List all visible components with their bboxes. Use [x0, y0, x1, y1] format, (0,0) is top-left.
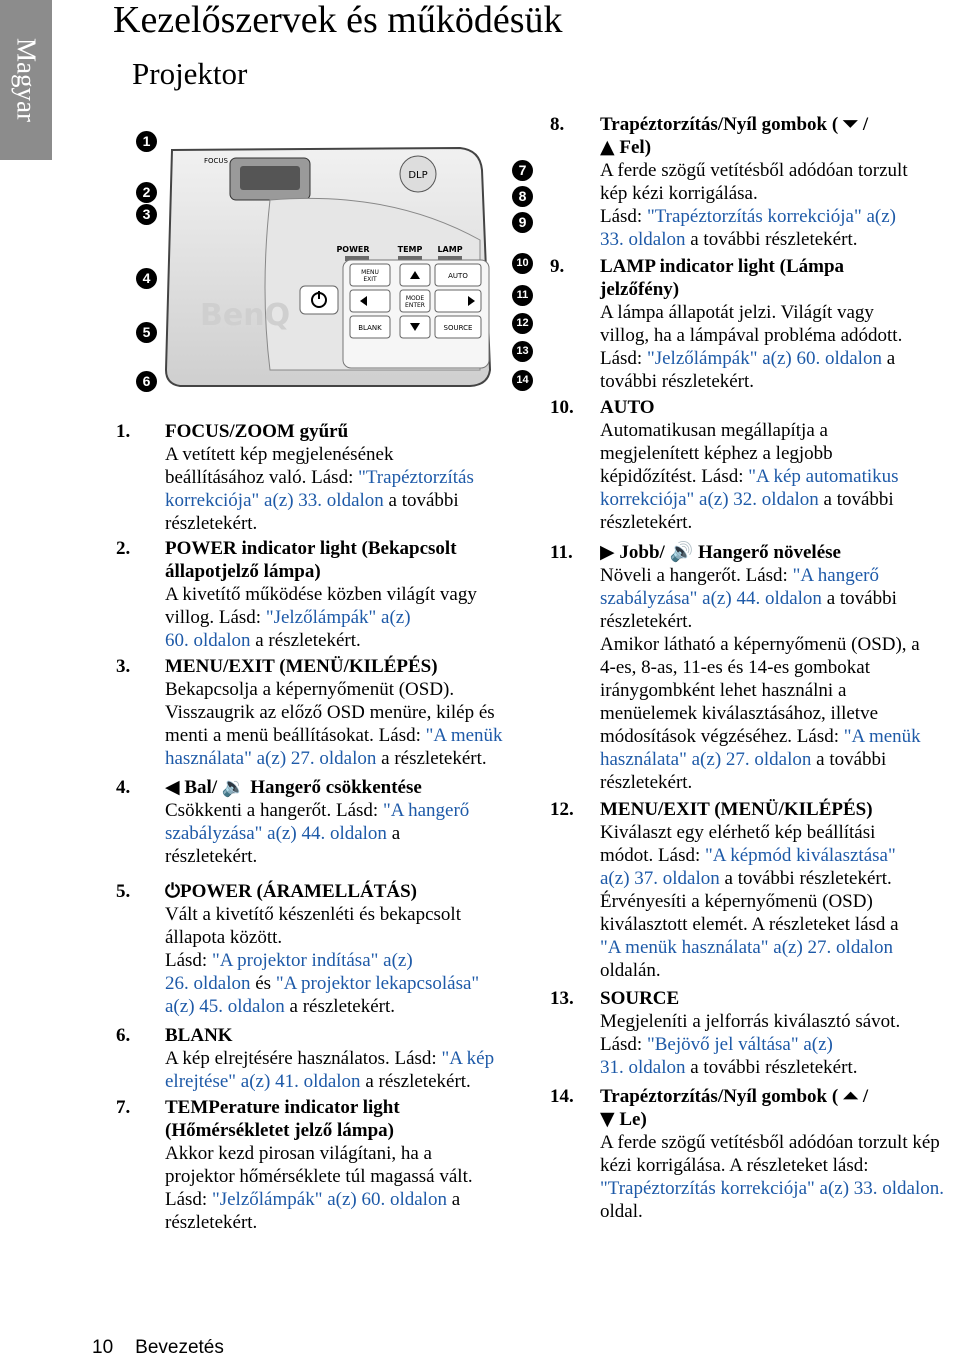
- body-text: kiválasztott elemét. A részleteket lásd a: [600, 914, 899, 935]
- item-number: 9.: [550, 256, 565, 277]
- item-heading: FOCUS/ZOOM gyűrű: [165, 421, 349, 442]
- body-text: Lásd:: [600, 206, 647, 227]
- text-line: [600, 587, 921, 610]
- cross-reference-link[interactable]: 33. oldalon: [600, 229, 686, 250]
- body-text: a: [446, 1189, 461, 1210]
- body-text: Növeli a hangerőt. Lásd:: [600, 565, 793, 586]
- text-line: [600, 771, 921, 794]
- text-line: [165, 701, 503, 724]
- text-line: [600, 867, 899, 890]
- text-line: [600, 347, 902, 370]
- body-text: Automatikusan megállapítja a: [600, 420, 828, 441]
- text-line: [600, 748, 921, 771]
- item-heading: Jobb/: [614, 542, 670, 563]
- item-body: [165, 776, 469, 868]
- text-line: [165, 1047, 494, 1070]
- item-number: 4.: [116, 777, 131, 798]
- text-line: [600, 656, 921, 679]
- body-text: a további részletekért.: [685, 1057, 858, 1078]
- callout-7: 7: [512, 160, 533, 181]
- body-text: iránygombként lehet használni a: [600, 680, 847, 701]
- callout-8: 8: [512, 186, 533, 207]
- body-text: menti a menü beállításokat. Lásd:: [165, 725, 426, 746]
- body-text: megjelenített képhez a legjobb: [600, 443, 833, 464]
- text-line: [165, 1165, 473, 1188]
- text-line: [165, 1211, 473, 1234]
- item-heading: (Hőmérsékletet jelző lámpa): [165, 1120, 394, 1141]
- text-line: [165, 1096, 473, 1119]
- body-text: a további részletekért.: [719, 868, 892, 889]
- body-text: kép kézi korrigálása.: [600, 183, 758, 204]
- text-line: [600, 370, 902, 393]
- text-line: [600, 610, 921, 633]
- body-text: a részletekért.: [284, 996, 395, 1017]
- item-number: 2.: [116, 538, 131, 559]
- item-heading: Bal/: [179, 777, 222, 798]
- body-text: 4-es, 8-as, 11-es és 14-es gombokat: [600, 657, 870, 678]
- cross-reference-link[interactable]: korrekciója" a(z) 32. oldalon: [600, 489, 819, 510]
- text-line: [600, 278, 902, 301]
- text-line: [600, 987, 900, 1010]
- text-line: [600, 936, 899, 959]
- text-line: [600, 136, 908, 159]
- cross-reference-link[interactable]: használata" a(z) 27. oldalon: [165, 748, 377, 769]
- cross-reference-link[interactable]: "Jelzőlámpák" a(z) 60. oldalon: [211, 1189, 447, 1210]
- text-line: [600, 541, 921, 564]
- text-line: [600, 633, 921, 656]
- lamp-led-label: LAMP: [437, 245, 463, 254]
- text-line: [600, 301, 902, 324]
- cross-reference-link[interactable]: "A kép automatikus: [748, 466, 899, 487]
- symbol-icon: ▶: [600, 541, 615, 563]
- text-line: [165, 799, 469, 822]
- item-number: 11.: [550, 542, 573, 563]
- language-tab: [0, 0, 52, 160]
- body-text: A kép elrejtésére használatos. Lásd:: [165, 1048, 442, 1069]
- text-line: [165, 880, 479, 903]
- text-line: [165, 822, 469, 845]
- text-line: [600, 255, 902, 278]
- cross-reference-link[interactable]: "Bejövő jel váltása" a(z): [646, 1034, 833, 1055]
- power-key[interactable]: [300, 286, 338, 314]
- text-line: [600, 511, 899, 534]
- item-body: [165, 537, 477, 652]
- auto-key-label: AUTO: [448, 272, 468, 280]
- body-text: a további: [821, 588, 897, 609]
- mode-key-label: MODE: [405, 295, 425, 302]
- symbol-icon: ▲: [600, 136, 615, 158]
- text-line: [600, 679, 921, 702]
- text-line: [600, 488, 899, 511]
- item-body: [600, 987, 900, 1079]
- body-text: részletekért.: [600, 611, 693, 632]
- body-text: a további: [383, 490, 459, 511]
- callout-11: 11: [512, 285, 533, 306]
- text-line: [600, 725, 921, 748]
- cross-reference-link[interactable]: 31. oldalon: [600, 1057, 686, 1078]
- text-line: [600, 182, 908, 205]
- body-text: Lásd:: [600, 1034, 647, 1055]
- projector-figure: [160, 140, 520, 390]
- body-text: Megjeleníti a jelforrás kiválasztó sávot.: [600, 1011, 901, 1032]
- text-line: [600, 890, 899, 913]
- item-body: [165, 420, 474, 535]
- text-line: [600, 396, 899, 419]
- body-text: projektor hőmérséklete túl magassá vált.: [165, 1166, 473, 1187]
- item-number: 10.: [550, 397, 574, 418]
- body-text: oldalán.: [600, 960, 661, 981]
- item-heading: TEMPerature indicator light: [165, 1097, 400, 1118]
- callout-3: 3: [136, 204, 157, 225]
- cross-reference-link[interactable]: "A képmód kiválasztása": [705, 845, 896, 866]
- text-line: [600, 1108, 944, 1131]
- text-line: [600, 564, 921, 587]
- body-text: Kiválaszt egy elérhető kép beállítási: [600, 822, 876, 843]
- text-line: [600, 844, 899, 867]
- text-line: [165, 560, 477, 583]
- text-line: [165, 420, 474, 443]
- power-led-label: POWER: [336, 245, 370, 254]
- text-line: [600, 113, 908, 136]
- text-line: [165, 678, 503, 701]
- item-heading: Hangerő csökkentése: [245, 777, 422, 798]
- body-text: részletekért.: [600, 512, 693, 533]
- text-line: [600, 702, 921, 725]
- item-number: 14.: [550, 1086, 574, 1107]
- item-body: [600, 798, 899, 982]
- body-text: Akkor kezd pirosan világítani, ha a: [165, 1143, 432, 1164]
- item-heading: POWER (ÁRAMELLÁTÁS): [180, 881, 418, 902]
- source-key-label: SOURCE: [443, 324, 473, 332]
- temp-led-label: TEMP: [397, 245, 423, 254]
- item-number: 7.: [116, 1097, 131, 1118]
- text-line: [165, 583, 477, 606]
- symbol-icon: ⏻: [165, 880, 181, 902]
- body-text: Bekapcsolja a képernyőmenüt (OSD).: [165, 679, 455, 700]
- text-line: [165, 1024, 494, 1047]
- text-line: [600, 442, 899, 465]
- item-heading: jelzőfény): [600, 279, 680, 300]
- item-number: 6.: [116, 1025, 131, 1046]
- body-text: részletekért.: [165, 513, 258, 534]
- callout-2: 2: [136, 182, 157, 203]
- text-line: [600, 1056, 900, 1079]
- text-line: [165, 1119, 473, 1142]
- text-line: [165, 1070, 494, 1093]
- text-line: [165, 1142, 473, 1165]
- cross-reference-link[interactable]: a(z) 45. oldalon: [165, 996, 285, 1017]
- text-line: [165, 489, 474, 512]
- text-line: [165, 724, 503, 747]
- dlp-logo-text: DLP: [408, 170, 428, 181]
- text-line: [600, 1177, 944, 1200]
- text-line: [600, 1154, 944, 1177]
- item-heading: /: [858, 1086, 869, 1107]
- callout-1: 1: [136, 131, 157, 152]
- item-heading: Fel): [614, 137, 652, 158]
- cross-reference-link[interactable]: "A hangerő: [792, 565, 879, 586]
- enter-key-label: ENTER: [405, 302, 425, 309]
- text-line: [600, 1131, 944, 1154]
- symbol-icon: ▼: [600, 1108, 615, 1130]
- text-line: [165, 606, 477, 629]
- text-line: [600, 205, 908, 228]
- text-line: [600, 821, 899, 844]
- body-text: a további: [811, 749, 887, 770]
- callout-9: 9: [512, 212, 533, 233]
- body-text: a: [386, 823, 401, 844]
- symbol-icon: 🔉: [221, 776, 246, 798]
- cross-reference-link[interactable]: "A menük használata" a(z) 27. oldalon: [600, 937, 894, 958]
- item-heading: Trapéztorzítás/Nyíl gombok (: [600, 1086, 843, 1107]
- text-line: [600, 1200, 944, 1223]
- cross-reference-link[interactable]: "Trapéztorzítás: [358, 467, 474, 488]
- text-line: [165, 972, 479, 995]
- item-body: [165, 655, 503, 770]
- item-number: 12.: [550, 799, 574, 820]
- text-line: [165, 512, 474, 535]
- body-text: a részletekért.: [250, 630, 361, 651]
- item-body: [600, 113, 908, 251]
- symbol-icon: 🔊: [669, 541, 694, 563]
- body-text: A lámpa állapotát jelzi. Világít vagy: [600, 302, 874, 323]
- left-key[interactable]: [350, 290, 390, 312]
- cross-reference-link[interactable]: "A projektor lekapcsolása": [275, 973, 480, 994]
- callout-12: 12: [512, 313, 533, 334]
- text-line: [600, 913, 899, 936]
- item-body: [165, 1024, 494, 1093]
- symbol-icon: ◀: [165, 776, 180, 798]
- callout-4: 4: [136, 268, 157, 289]
- text-line: [165, 466, 474, 489]
- text-line: [165, 995, 479, 1018]
- body-text: és: [250, 973, 276, 994]
- text-line: [600, 1010, 900, 1033]
- cross-reference-link[interactable]: "Jelzőlámpák" a(z): [265, 607, 411, 628]
- body-text: villog. Lásd:: [165, 607, 266, 628]
- body-text: a részletekért.: [376, 748, 487, 769]
- body-text: további részletekért.: [600, 371, 755, 392]
- cross-reference-link[interactable]: "A hangerő: [382, 800, 470, 821]
- item-heading: Trapéztorzítás/Nyíl gombok (: [600, 114, 843, 135]
- page-number: 10: [92, 1337, 114, 1358]
- text-line: [165, 903, 479, 926]
- cross-reference-link[interactable]: "A menük: [843, 726, 921, 747]
- item-body: [165, 880, 479, 1018]
- body-text: részletekért.: [165, 1212, 258, 1233]
- text-line: [165, 1188, 473, 1211]
- text-line: [165, 443, 474, 466]
- footer-section: Bevezetés: [135, 1337, 224, 1358]
- body-text: Lásd:: [165, 1189, 212, 1210]
- item-number: 13.: [550, 988, 574, 1009]
- cross-reference-link[interactable]: 60. oldalon: [165, 630, 251, 651]
- body-text: Érvényesíti a képernyőmenü (OSD): [600, 891, 873, 912]
- text-line: [600, 465, 899, 488]
- symbol-icon: ⏷: [842, 113, 859, 135]
- item-heading: állapotjelző lámpa): [165, 561, 321, 582]
- cross-reference-link[interactable]: "Jelzőlámpák" a(z) 60. oldalon: [646, 348, 882, 369]
- item-number: 5.: [116, 881, 131, 902]
- item-body: [165, 1096, 473, 1234]
- text-line: [165, 776, 469, 799]
- focus-label: FOCUS: [204, 157, 228, 165]
- item-body: [600, 396, 899, 534]
- item-number: 3.: [116, 656, 131, 677]
- body-text: A kivetítő működése közben világít vagy: [165, 584, 477, 605]
- body-text: menüelemek kiválasztásához, illetve: [600, 703, 879, 724]
- cross-reference-link[interactable]: elrejtése" a(z) 41. oldalon: [165, 1071, 361, 1092]
- body-text: módosítások végzéséhez. Lásd:: [600, 726, 844, 747]
- item-heading: /: [858, 114, 869, 135]
- text-line: [600, 1033, 900, 1056]
- text-line: [600, 798, 899, 821]
- body-text: állapota között.: [165, 927, 283, 948]
- blank-key-label: BLANK: [358, 324, 382, 332]
- body-text: a további részletekért.: [685, 229, 858, 250]
- exit-key-label: EXIT: [363, 276, 377, 283]
- text-line: [600, 159, 908, 182]
- body-text: Lásd:: [165, 950, 212, 971]
- body-text: módot. Lásd:: [600, 845, 706, 866]
- text-line: [600, 324, 902, 347]
- item-heading: LAMP indicator light (Lámpa: [600, 256, 845, 277]
- section-title: Projektor: [132, 56, 248, 91]
- body-text: Visszaugrik az előző OSD menüre, kilép és: [165, 702, 495, 723]
- item-heading: BLANK: [165, 1025, 233, 1046]
- callout-5: 5: [136, 322, 157, 343]
- cross-reference-link[interactable]: "A projektor indítása" a(z): [211, 950, 413, 971]
- language-tab-label: Magyar: [11, 38, 42, 122]
- text-line: [165, 747, 503, 770]
- cross-reference-link[interactable]: "Trapéztorzítás korrekciója" a(z): [646, 206, 897, 227]
- callout-6: 6: [136, 371, 157, 392]
- cross-reference-link[interactable]: korrekciója" a(z) 33. oldalon: [165, 490, 384, 511]
- body-text: A ferde szögű vetítésből adódóan torzult kép: [600, 1132, 940, 1153]
- body-text: beállításához való. Lásd:: [165, 467, 359, 488]
- callout-14: 14: [512, 370, 533, 391]
- text-line: [165, 949, 479, 972]
- text-line: [165, 655, 503, 678]
- cross-reference-link[interactable]: 26. oldalon: [165, 973, 251, 994]
- projector-illustration: [160, 140, 520, 390]
- menu-key-label: MENU: [361, 269, 379, 276]
- body-text: Lásd:: [600, 348, 647, 369]
- body-text: Csökkenti a hangerőt. Lásd:: [165, 800, 383, 821]
- cross-reference-link[interactable]: "A kép: [441, 1048, 495, 1069]
- body-text: oldal.: [600, 1201, 643, 1222]
- text-line: [600, 419, 899, 442]
- body-text: A vetített kép megjelenésének: [165, 444, 394, 465]
- page-title: Kezelőszervek és működésük: [113, 0, 563, 41]
- text-line: [600, 1085, 944, 1108]
- body-text: kézi korrigálása. A részleteket lásd:: [600, 1155, 869, 1176]
- body-text: a további: [818, 489, 894, 510]
- cross-reference-link[interactable]: "A menük: [425, 725, 503, 746]
- body-text: képidőzítést. Lásd:: [600, 466, 749, 487]
- item-number: 1.: [116, 421, 131, 442]
- body-text: a részletekért.: [360, 1071, 471, 1092]
- cross-reference-link[interactable]: használata" a(z) 27. oldalon: [600, 749, 812, 770]
- body-text: a: [881, 348, 896, 369]
- text-line: [165, 537, 477, 560]
- text-line: [165, 845, 469, 868]
- text-line: [165, 629, 477, 652]
- item-heading: SOURCE: [600, 988, 680, 1009]
- item-heading: AUTO: [600, 397, 655, 418]
- cross-reference-link[interactable]: szabályzása" a(z) 44. oldalon: [600, 588, 822, 609]
- cross-reference-link[interactable]: szabályzása" a(z) 44. oldalon: [165, 823, 387, 844]
- body-text: részletekért.: [600, 772, 693, 793]
- item-body: [600, 541, 921, 794]
- item-body: [600, 1085, 944, 1223]
- symbol-icon: ⏶: [842, 1085, 859, 1107]
- body-text: Vált a kivetítő készenléti és bekapcsolt: [165, 904, 461, 925]
- body-text: részletekért.: [165, 846, 258, 867]
- item-heading: MENU/EXIT (MENÜ/KILÉPÉS): [165, 656, 438, 677]
- body-text: A ferde szögű vetítésből adódóan torzult: [600, 160, 908, 181]
- item-body: [600, 255, 902, 393]
- callout-13: 13: [512, 341, 533, 362]
- text-line: [600, 228, 908, 251]
- callout-10: 10: [512, 253, 533, 274]
- brand-logo: BenQ: [200, 298, 291, 333]
- item-number: 8.: [550, 114, 565, 135]
- item-heading: POWER indicator light (Bekapcsolt: [165, 538, 457, 559]
- body-text: Amikor látható a képernyőmenü (OSD), a: [600, 634, 920, 655]
- text-line: [165, 926, 479, 949]
- text-line: [600, 959, 899, 982]
- cross-reference-link[interactable]: "Trapéztorzítás korrekciója" a(z) 33. oldalon.: [600, 1178, 945, 1199]
- body-text: villog, ha a lámpával probléma adódott.: [600, 325, 903, 346]
- item-heading: Le): [614, 1109, 647, 1130]
- item-heading: MENU/EXIT (MENÜ/KILÉPÉS): [600, 799, 873, 820]
- item-heading: Hangerő növelése: [693, 542, 841, 563]
- cross-reference-link[interactable]: a(z) 37. oldalon: [600, 868, 720, 889]
